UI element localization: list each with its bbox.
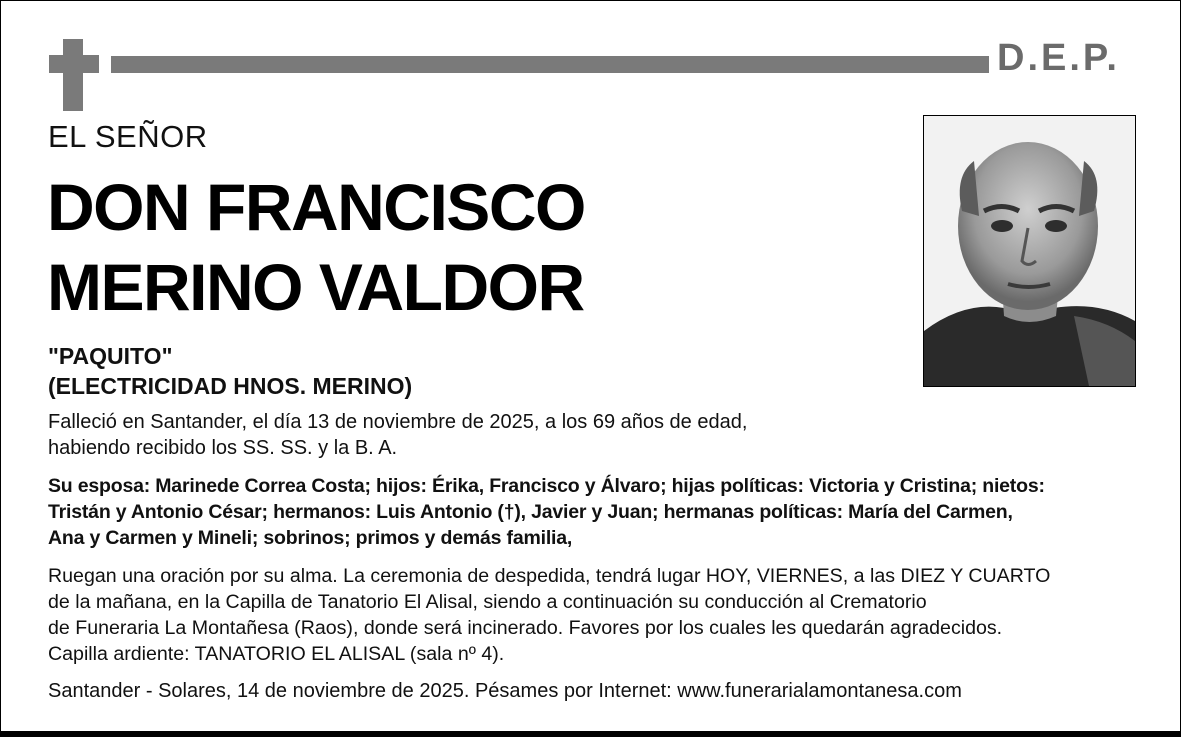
title-prefix: EL SEÑOR — [48, 119, 208, 154]
portrait-photo-icon — [924, 116, 1135, 386]
nickname: "PAQUITO" — [48, 343, 173, 369]
death-notice-line-1: Falleció en Santander, el día 13 de noviembre de 2025, a los 69 años de edad, — [48, 411, 748, 433]
death-notice — [48, 409, 747, 461]
header-rule — [111, 56, 989, 73]
family-list — [48, 473, 1158, 551]
family-line-3: Ana y Carmen y Mineli; sobrinos; primos y demás familia, — [48, 527, 573, 549]
name-line-2: MERINO VALDOR — [47, 250, 584, 324]
ceremony-info — [48, 563, 1158, 667]
ceremony-line-1: Ruegan una oración por su alma. La ceremonia de despedida, tendrá lugar HOY, VIERNES, a las DIEZ Y CUARTO — [48, 565, 1051, 587]
ceremony-line-4: Capilla ardiente: TANATORIO EL ALISAL (sala nº 4). — [48, 643, 505, 665]
ceremony-line-3: de Funeraria La Montañesa (Raos), donde será incinerado. Favores por los cuales les quedarán agradecidos. — [48, 617, 1003, 639]
footer-text: Santander - Solares, 14 de noviembre de 2025. Pésames por Internet: www.funerarialamontanesa.com — [48, 680, 962, 702]
family-line-1: Su esposa: Marinede Correa Costa; hijos: Érika, Francisco y Álvaro; hijas políticas: Victoria y Cristina; nietos: — [48, 475, 1045, 497]
name-line-1: DON FRANCISCO — [47, 170, 585, 244]
portrait-photo — [923, 115, 1136, 387]
business-name: (ELECTRICIDAD HNOS. MERINO) — [48, 373, 413, 399]
family-line-2: Tristán y Antonio César; hermanos: Luis Antonio (†), Javier y Juan; hermanas políticas: María del Carmen, — [48, 501, 1013, 523]
deceased-name — [47, 167, 585, 327]
dep-label: D.E.P. — [997, 37, 1120, 79]
death-notice-line-2: habiendo recibido los SS. SS. y la B. A. — [48, 437, 398, 459]
ceremony-line-2: de la mañana, en la Capilla de Tanatorio El Alisal, siendo a continuación su conducción al Crematorio — [48, 591, 927, 613]
nickname-block — [48, 341, 412, 401]
